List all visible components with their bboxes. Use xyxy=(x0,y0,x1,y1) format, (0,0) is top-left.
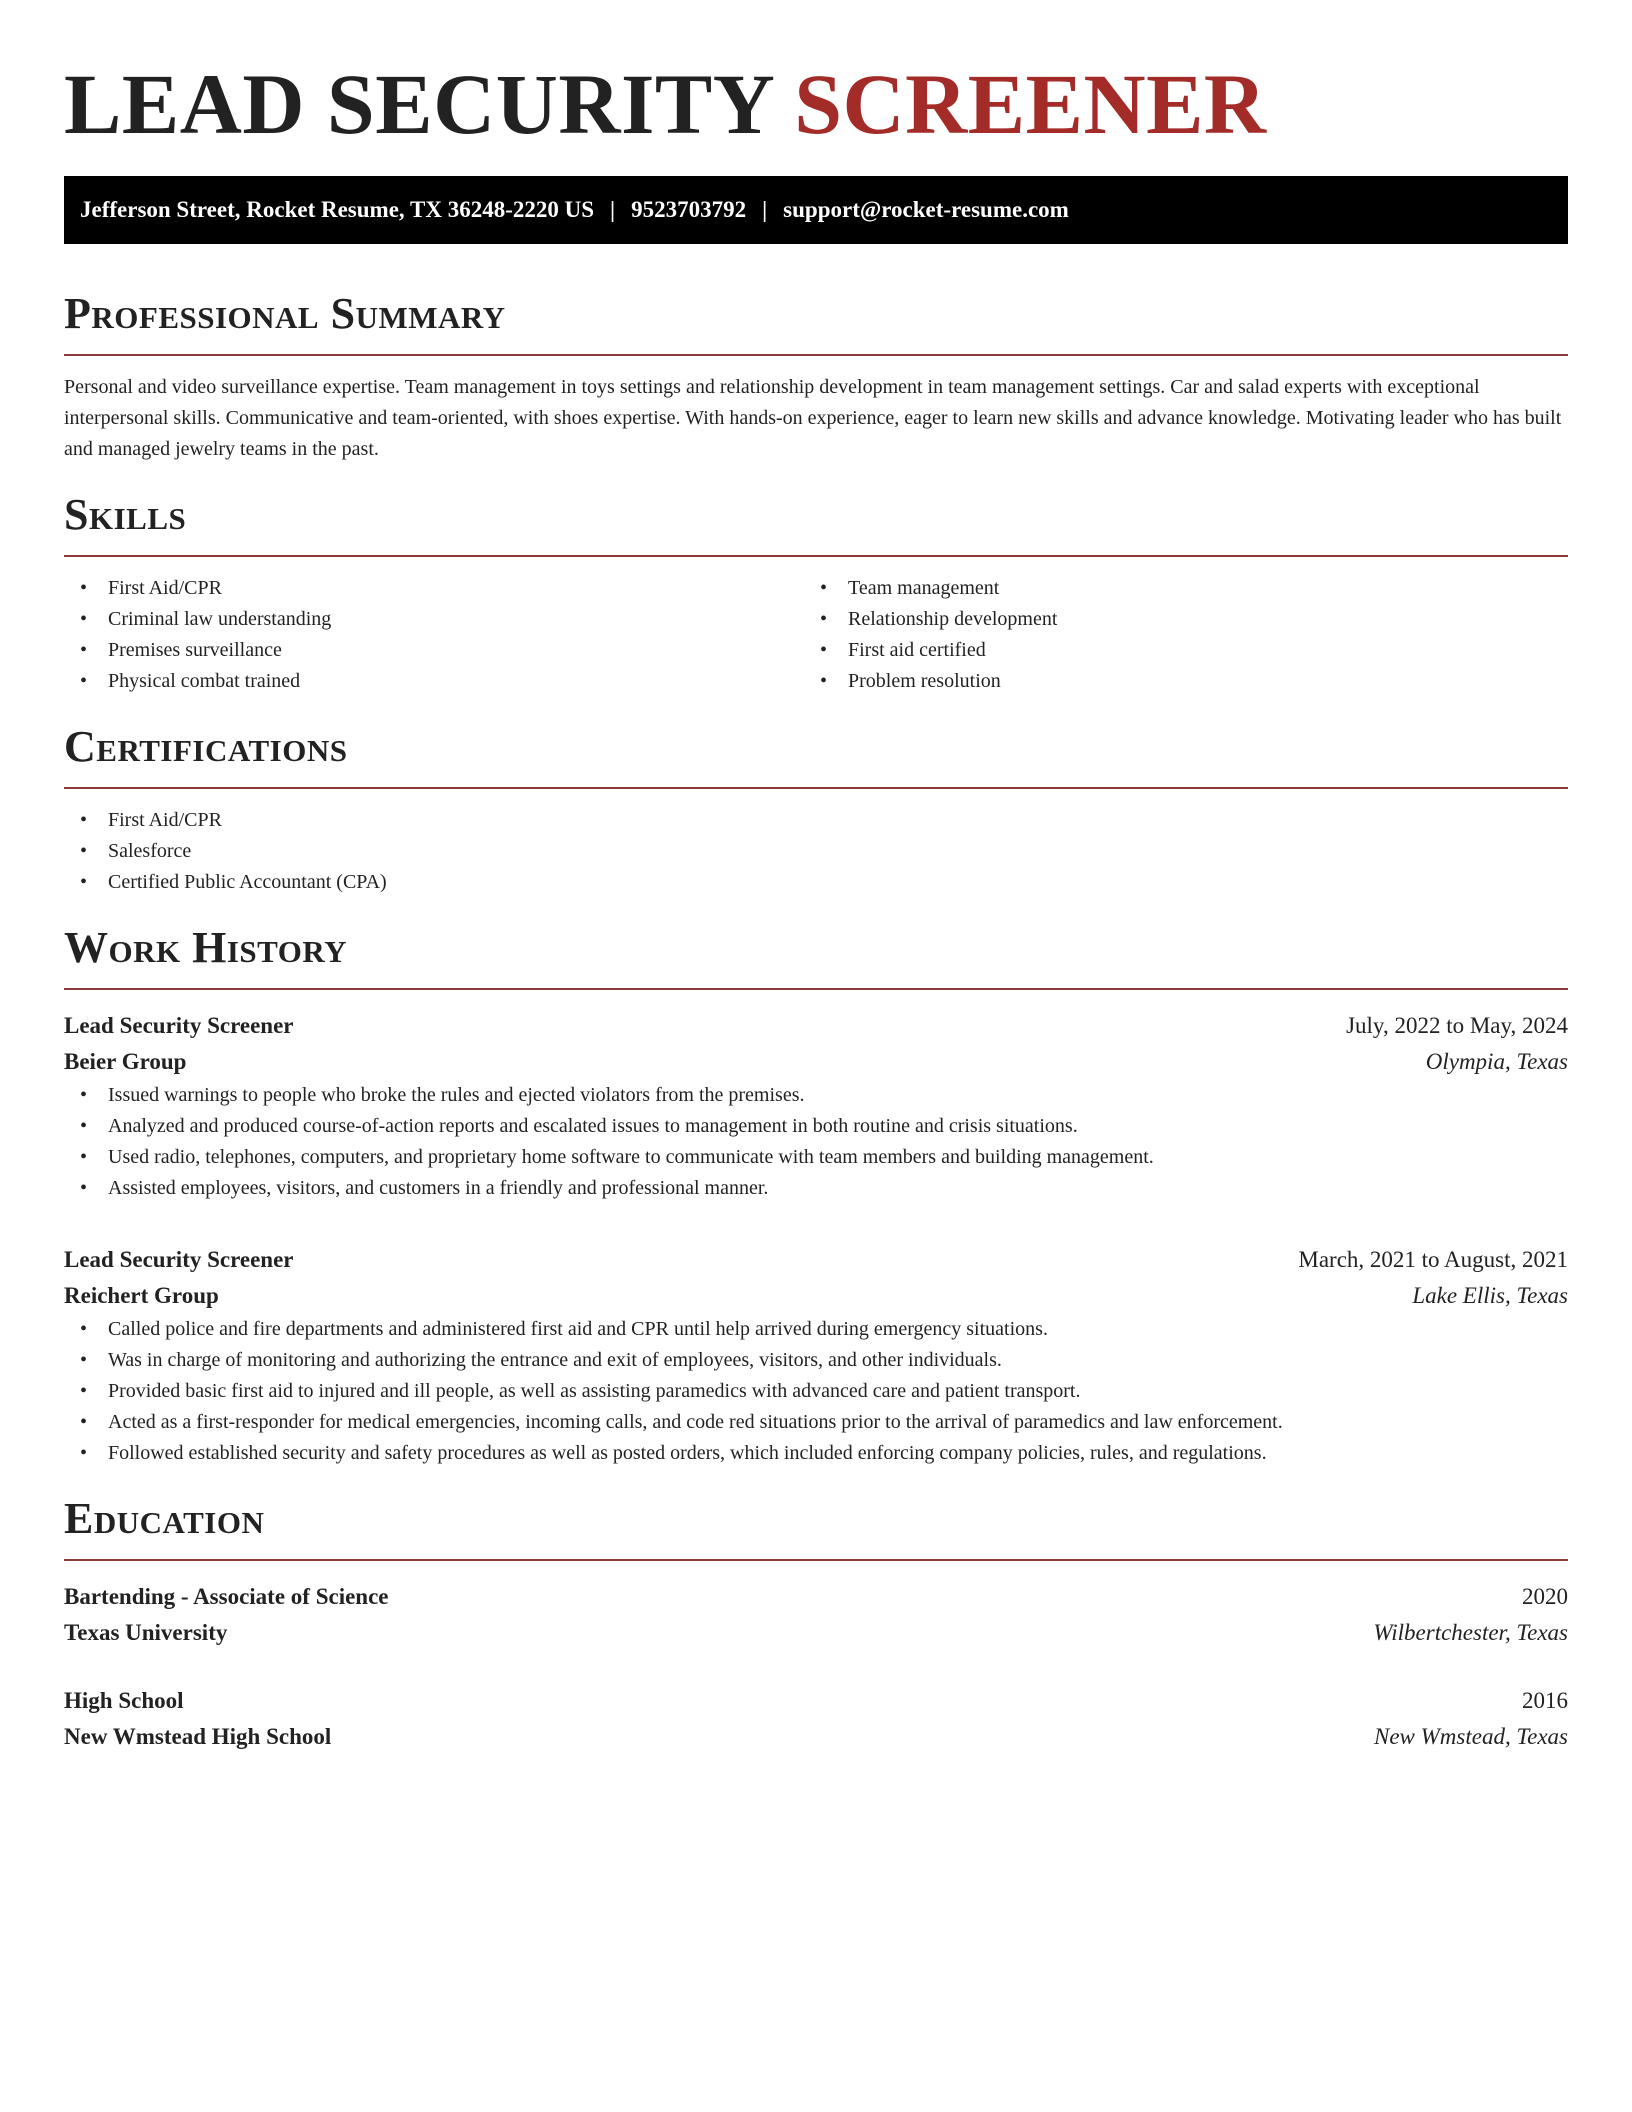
section-divider xyxy=(64,555,1568,557)
job-bullets xyxy=(64,1314,1568,1469)
job-company-row xyxy=(64,1278,1568,1314)
job-bullet: • Called police and fire departments and administered first aid and CPR until help arrived during emergency situations. xyxy=(64,1314,1568,1345)
certification-item: • Certified Public Accountant (CPA) xyxy=(64,867,1568,898)
education-header-row xyxy=(64,1579,1568,1615)
education-location: New Wmstead, Texas xyxy=(1373,1724,1568,1749)
job-bullet: • Was in charge of monitoring and authorizing the entrance and exit of employees, visitors, and other individuals. xyxy=(64,1345,1568,1376)
education-header-row xyxy=(64,1683,1568,1719)
certifications-list xyxy=(64,805,1568,898)
job-bullet: • Acted as a first-responder for medical emergencies, incoming calls, and code red situations prior to the arrival of paramedics and law enforcement. xyxy=(64,1407,1568,1438)
section-title-education: Education xyxy=(64,1494,265,1543)
job-bullet: • Assisted employees, visitors, and customers in a friendly and professional manner. xyxy=(64,1173,1568,1204)
job-header-row xyxy=(64,1008,1568,1044)
job-dates: March, 2021 to August, 2021 xyxy=(1298,1247,1568,1272)
education-degree: Bartending - Associate of Science xyxy=(64,1584,389,1609)
contact-separator: | xyxy=(762,197,768,222)
section-title-work: Work History xyxy=(64,923,348,972)
section-title-summary: Professional Summary xyxy=(64,289,506,338)
skill-item: • First aid certified xyxy=(804,635,1544,666)
skill-item: • Premises surveillance xyxy=(64,635,804,666)
certification-item: • Salesforce xyxy=(64,836,1568,867)
summary-section xyxy=(64,288,1568,465)
job-company: Reichert Group xyxy=(64,1283,219,1308)
education-entry xyxy=(64,1579,1568,1651)
job-bullet: • Used radio, telephones, computers, and proprietary home software to communicate with team members and building management. xyxy=(64,1142,1568,1173)
section-title-skills: Skills xyxy=(64,490,187,539)
skills-list-left xyxy=(64,573,804,697)
contact-phone: 9523703792 xyxy=(631,197,747,222)
skill-item: • Team management xyxy=(804,573,1544,604)
education-entry xyxy=(64,1683,1568,1755)
contact-email: support@rocket-resume.com xyxy=(783,197,1069,222)
education-section xyxy=(64,1493,1568,1755)
section-divider xyxy=(64,1559,1568,1561)
section-divider xyxy=(64,354,1568,356)
job-company: Beier Group xyxy=(64,1049,187,1074)
job-bullet: • Issued warnings to people who broke the rules and ejected violators from the premises. xyxy=(64,1080,1568,1111)
education-year: 2020 xyxy=(1522,1584,1568,1609)
name-last: SCREENER xyxy=(794,56,1267,152)
job-dates: July, 2022 to May, 2024 xyxy=(1346,1013,1568,1038)
education-school-row xyxy=(64,1615,1568,1651)
skill-item: • Criminal law understanding xyxy=(64,604,804,635)
job-bullet: • Provided basic first aid to injured and ill people, as well as assisting paramedics with advanced care and patient transport. xyxy=(64,1376,1568,1407)
skills-columns xyxy=(64,573,1568,697)
job-title: Lead Security Screener xyxy=(64,1247,294,1272)
skill-item: • Relationship development xyxy=(804,604,1544,635)
job-bullets xyxy=(64,1080,1568,1204)
job-title: Lead Security Screener xyxy=(64,1013,294,1038)
resume-name xyxy=(64,56,1568,152)
education-degree: High School xyxy=(64,1688,184,1713)
job-header-row xyxy=(64,1242,1568,1278)
job-location: Olympia, Texas xyxy=(1425,1049,1568,1074)
section-title-certifications: Certifications xyxy=(64,722,348,771)
job-bullet: • Analyzed and produced course-of-action reports and escalated issues to management in both routine and crisis situations. xyxy=(64,1111,1568,1142)
job-location: Lake Ellis, Texas xyxy=(1412,1283,1568,1308)
education-school-row xyxy=(64,1719,1568,1755)
contact-bar xyxy=(64,176,1568,244)
education-location: Wilbertchester, Texas xyxy=(1373,1620,1568,1645)
contact-separator: | xyxy=(610,197,616,222)
contact-address: Jefferson Street, Rocket Resume, TX 36248-2220 US xyxy=(80,197,595,222)
education-school: New Wmstead High School xyxy=(64,1724,332,1749)
summary-text: Personal and video surveillance expertise. Team management in toys settings and relationship development in team management settings. Car and salad experts with exceptional interpersonal skills. Communicative and team-oriented, with shoes expertise. With hands-on experience, eager to learn new skills and advance knowledge. Motivating leader who has built and managed jewelry teams in the past. xyxy=(64,376,1562,460)
certifications-section xyxy=(64,721,1568,898)
job-entry xyxy=(64,1008,1568,1204)
education-school: Texas University xyxy=(64,1620,228,1645)
section-divider xyxy=(64,787,1568,789)
job-entry xyxy=(64,1242,1568,1469)
skills-list-right xyxy=(804,573,1544,697)
job-company-row xyxy=(64,1044,1568,1080)
skill-item: • Problem resolution xyxy=(804,666,1544,697)
name-first: LEAD SECURITY xyxy=(64,56,773,152)
work-history-section xyxy=(64,922,1568,1469)
education-year: 2016 xyxy=(1522,1688,1568,1713)
section-divider xyxy=(64,988,1568,990)
certification-item: • First Aid/CPR xyxy=(64,805,1568,836)
skills-section xyxy=(64,489,1568,697)
skill-item: • Physical combat trained xyxy=(64,666,804,697)
job-bullet: • Followed established security and safety procedures as well as posted orders, which included enforcing company policies, rules, and regulations. xyxy=(64,1438,1568,1469)
skill-item: • First Aid/CPR xyxy=(64,573,804,604)
